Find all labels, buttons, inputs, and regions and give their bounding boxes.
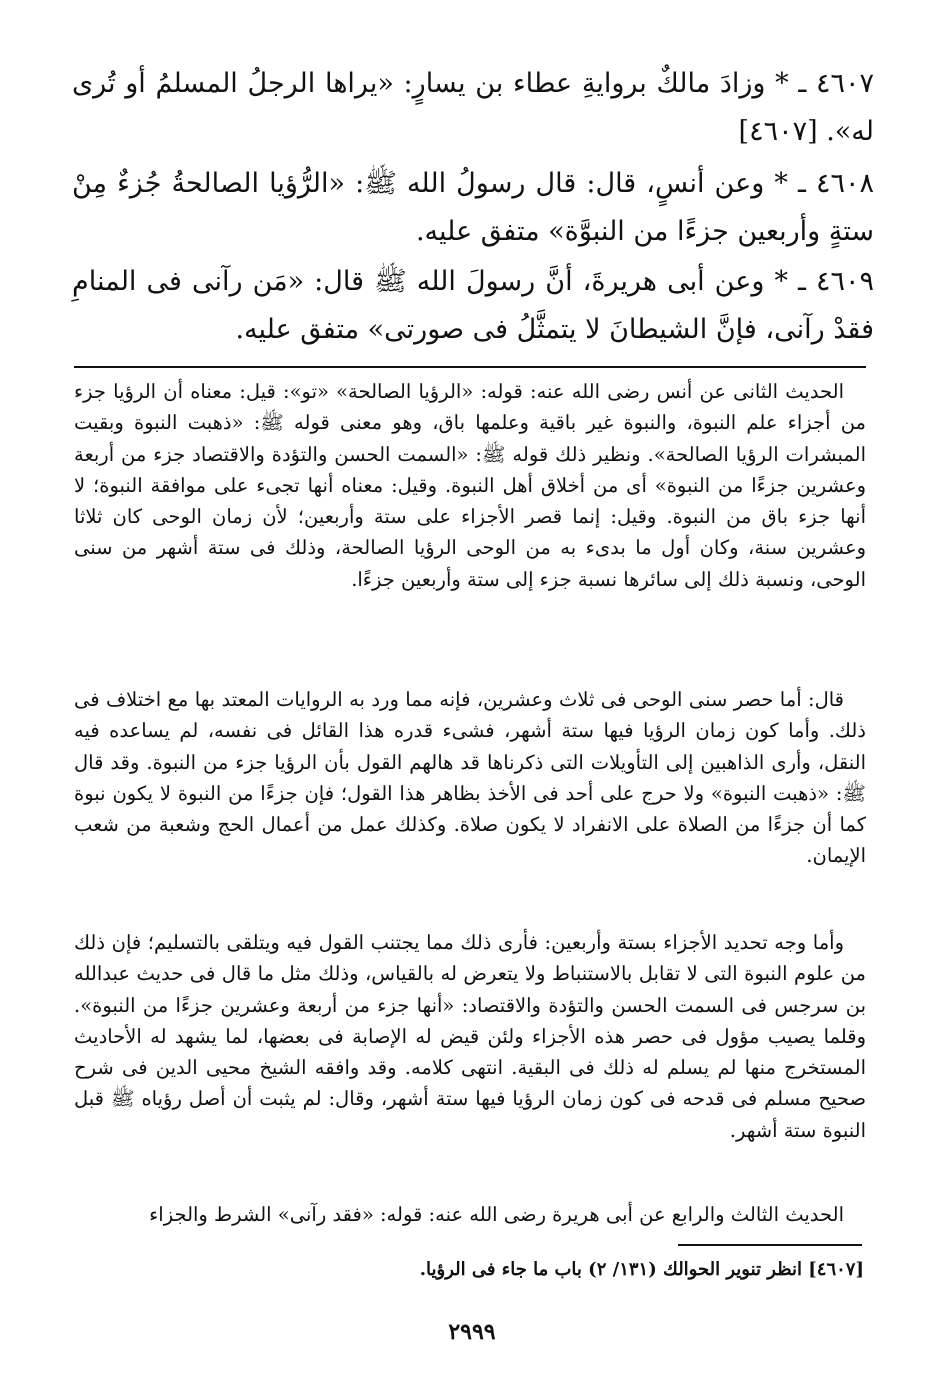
hadith-4608: ٤٦٠٨ ـ * وعن أنسٍ، قال: قال رسولُ الله ﷺ: «الرُّؤيا الصالحةُ جُزءٌ مِنْ ستةٍ وأربعين جزءًا من النبوَّة» متفق عليه. bbox=[72, 168, 874, 247]
commentary-paragraph-3: وأما وجه تحديد الأجزاء بستة وأربعين: فأرى ذلك مما يجتنب القول فيه ويتلقى بالتسليم؛ فإن ذلك من علوم النبوة التى لا تقابل بالاستنباط ولا يتعرض له بالقياس، وذلك مثل ما قال فى حديث عبدالله بن سرجس فى السمت الحسن والتؤدة والاقتصاد: «أنها جزء من أربعة وعشرين جزءًا من النبوة». وقلما يصيب مؤول فى حصر هذه الأجزاء ولئن قيض له الإصابة فى بعضها، لما يشهد له الأحاديث المستخرج منها لم يسلم له ذلك فى البقية. انتهى كلامه. وقد وافقه الشيخ محيى الدين فى شرح صحيح مسلم فى قدحه فى كون زمان الرؤيا فيها ستة أشهر، وقال: لم يثبت أن أصل رؤياه ﷺ قبل النبوة ستة أشهر. bbox=[74, 931, 866, 1142]
commentary-paragraph-4: الحديث الثالث والرابع عن أبى هريرة رضى الله عنه: قوله: «فقد رآنى» الشرط والجزاء bbox=[149, 1203, 844, 1226]
commentary-paragraph-2: قال: أما حصر سنى الوحى فى ثلاث وعشرين، فإنه مما ورد به الروايات المعتد بها مع اختلاف فى ذلك. وأما كون زمان الرؤيا فيها ستة أشهر، فشىء قدره هذا القائل فى نفسه، لم يساعده فيه النقل، وأرى الذاهبين إلى التأويلات التى ذكرناها قد هالهم القول بأن الرؤيا جزء من النبوة. وقد قال ﷺ: «ذهبت النبوة» ولا حرج على أحد فى الأخذ بظاهر هذا القول؛ فإن جزءًا من النبوة لا يكون نبوة كما أن جزءًا من الصلاة على الانفراد لا يكون صلاة. وكذلك عمل من أعمال الحج وشعبة من شعب الإيمان. bbox=[74, 688, 866, 868]
footnote: [٤٦٠٧] انظر تنوير الحوالك (١٣١/ ٢) باب ما جاء فى الرؤيا. bbox=[419, 1259, 864, 1280]
footnote-divider bbox=[678, 1244, 862, 1246]
hadith-4607: ٤٦٠٧ ـ * وزادَ مالكٌ بروايةِ عطاء بن يسارٍ: «يراها الرجلُ المسلمُ أو تُرى له». [٤٦٠٧] bbox=[72, 68, 874, 147]
page-number: ٢٩٩٩ bbox=[448, 1319, 496, 1345]
main-text-divider bbox=[74, 366, 866, 368]
commentary-paragraph-1: الحديث الثانى عن أنس رضى الله عنه: قوله: «الرؤيا الصالحة» «تو»: قيل: معناه أن الرؤيا جزء من أجزاء علم النبوة، والنبوة غير باقية وعلمها باق، وهو معنى قوله ﷺ: «ذهبت النبوة وبقيت المبشرات الرؤيا الصالحة». ونظير ذلك قوله ﷺ: «السمت الحسن والتؤدة والاقتصاد جزء من أربعة وعشرين جزءًا من النبوة» أى من أخلاق أهل النبوة. وقيل: معناه أنها تجىء على موافقة النبوة؛ لا أنها جزء باق من النبوة. وقيل: إنما قصر الأجزاء على ستة وأربعين؛ لأن زمان الوحى كان ثلاثا وعشرين سنة، وكان أول ما بدىء به من الوحى الرؤيا الصالحة، وذلك فى ستة أشهر من سنى الوحى، ونسبة ذلك إلى سائرها نسبة جزء إلى ستة وأربعين جزءًا. bbox=[74, 380, 866, 591]
hadith-4609: ٤٦٠٩ ـ * وعن أبى هريرةَ، أنَّ رسولَ الله ﷺ قال: «مَن رآنى فى المنامِ فقدْ رآنى، فإنَّ الشيطانَ لا يتمثَّلُ فى صورتى» متفق عليه. bbox=[72, 266, 874, 345]
